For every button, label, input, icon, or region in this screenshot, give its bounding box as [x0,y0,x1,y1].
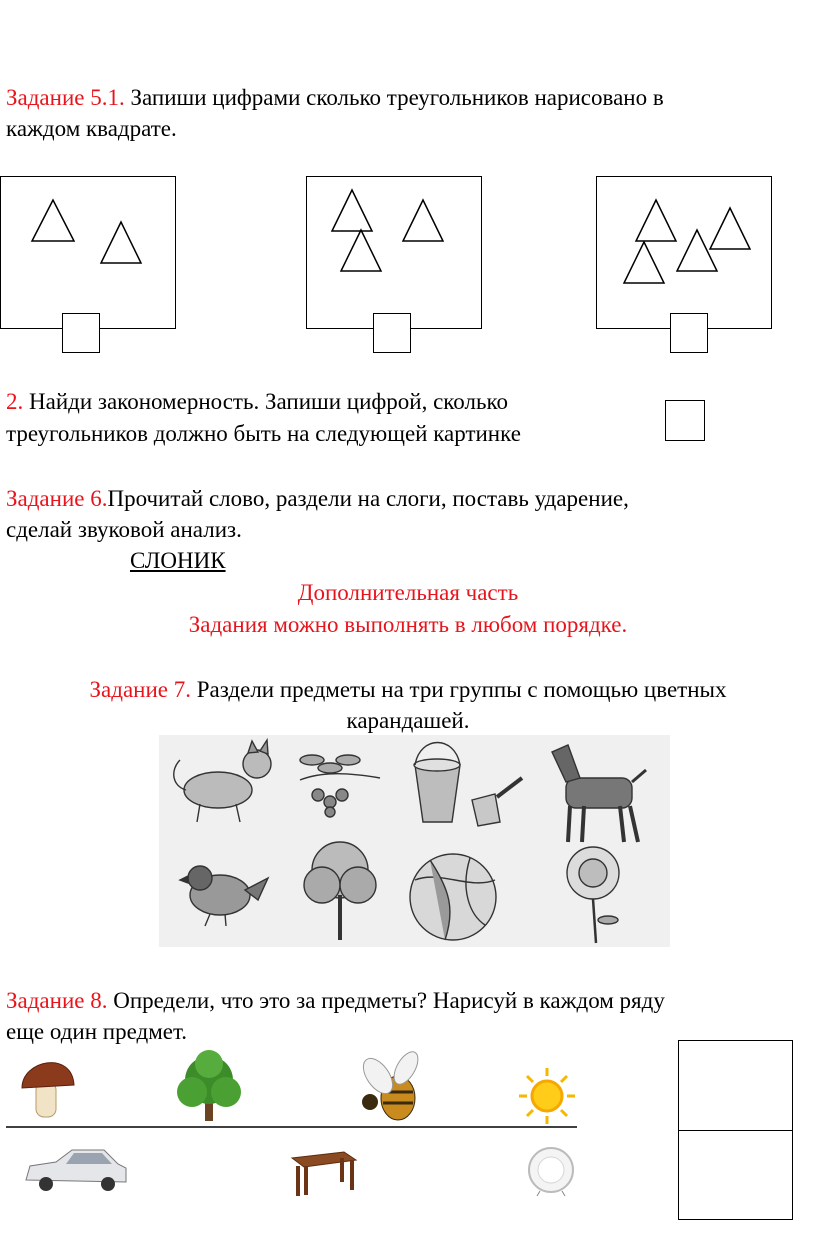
tree-icon [177,1050,241,1121]
part2-line2: треугольников должно быть на следующей картинке [6,421,521,446]
task5-text1: Запиши цифрами сколько треугольников нарисовано в [124,85,664,110]
task7-label: Задание 7. [89,677,191,702]
car-icon [26,1150,126,1191]
task6-text1: Прочитай слово, раздели на слоги, поставь ударение, [107,486,629,511]
bee-icon [358,1048,423,1120]
task8-text1: Определи, что это за предметы? Нарисуй в каждом ряду [107,988,665,1013]
task7-text1: Раздели предметы на три группы с помощью цветных [190,677,727,702]
answer-box-row2[interactable] [678,1130,793,1220]
part2-text1: Найди закономерность. Запиши цифрой, сколько [23,389,508,414]
mushroom-icon [22,1063,74,1117]
task6-word: СЛОНИК [130,548,226,573]
extra-title: Дополнительная часть [297,580,519,605]
task7-line2: карандашей. [346,708,470,733]
table-icon [292,1152,356,1196]
part2-label: 2. [6,389,24,414]
extra-subtitle: Задания можно выполнять в любом порядке. [188,612,628,637]
task8-line2: еще один предмет. [6,1019,188,1044]
plate-icon [529,1148,573,1196]
task6-line2: сделай звуковой анализ. [6,517,242,542]
task6-label: Задание 6. [6,486,108,511]
answer-box-row1[interactable] [678,1040,793,1132]
sun-icon [519,1068,575,1124]
task5-label: Задание 5.1. [6,85,125,110]
task5-line2: каждом квадрате. [6,116,177,141]
task8-label: Задание 8. [6,988,108,1013]
